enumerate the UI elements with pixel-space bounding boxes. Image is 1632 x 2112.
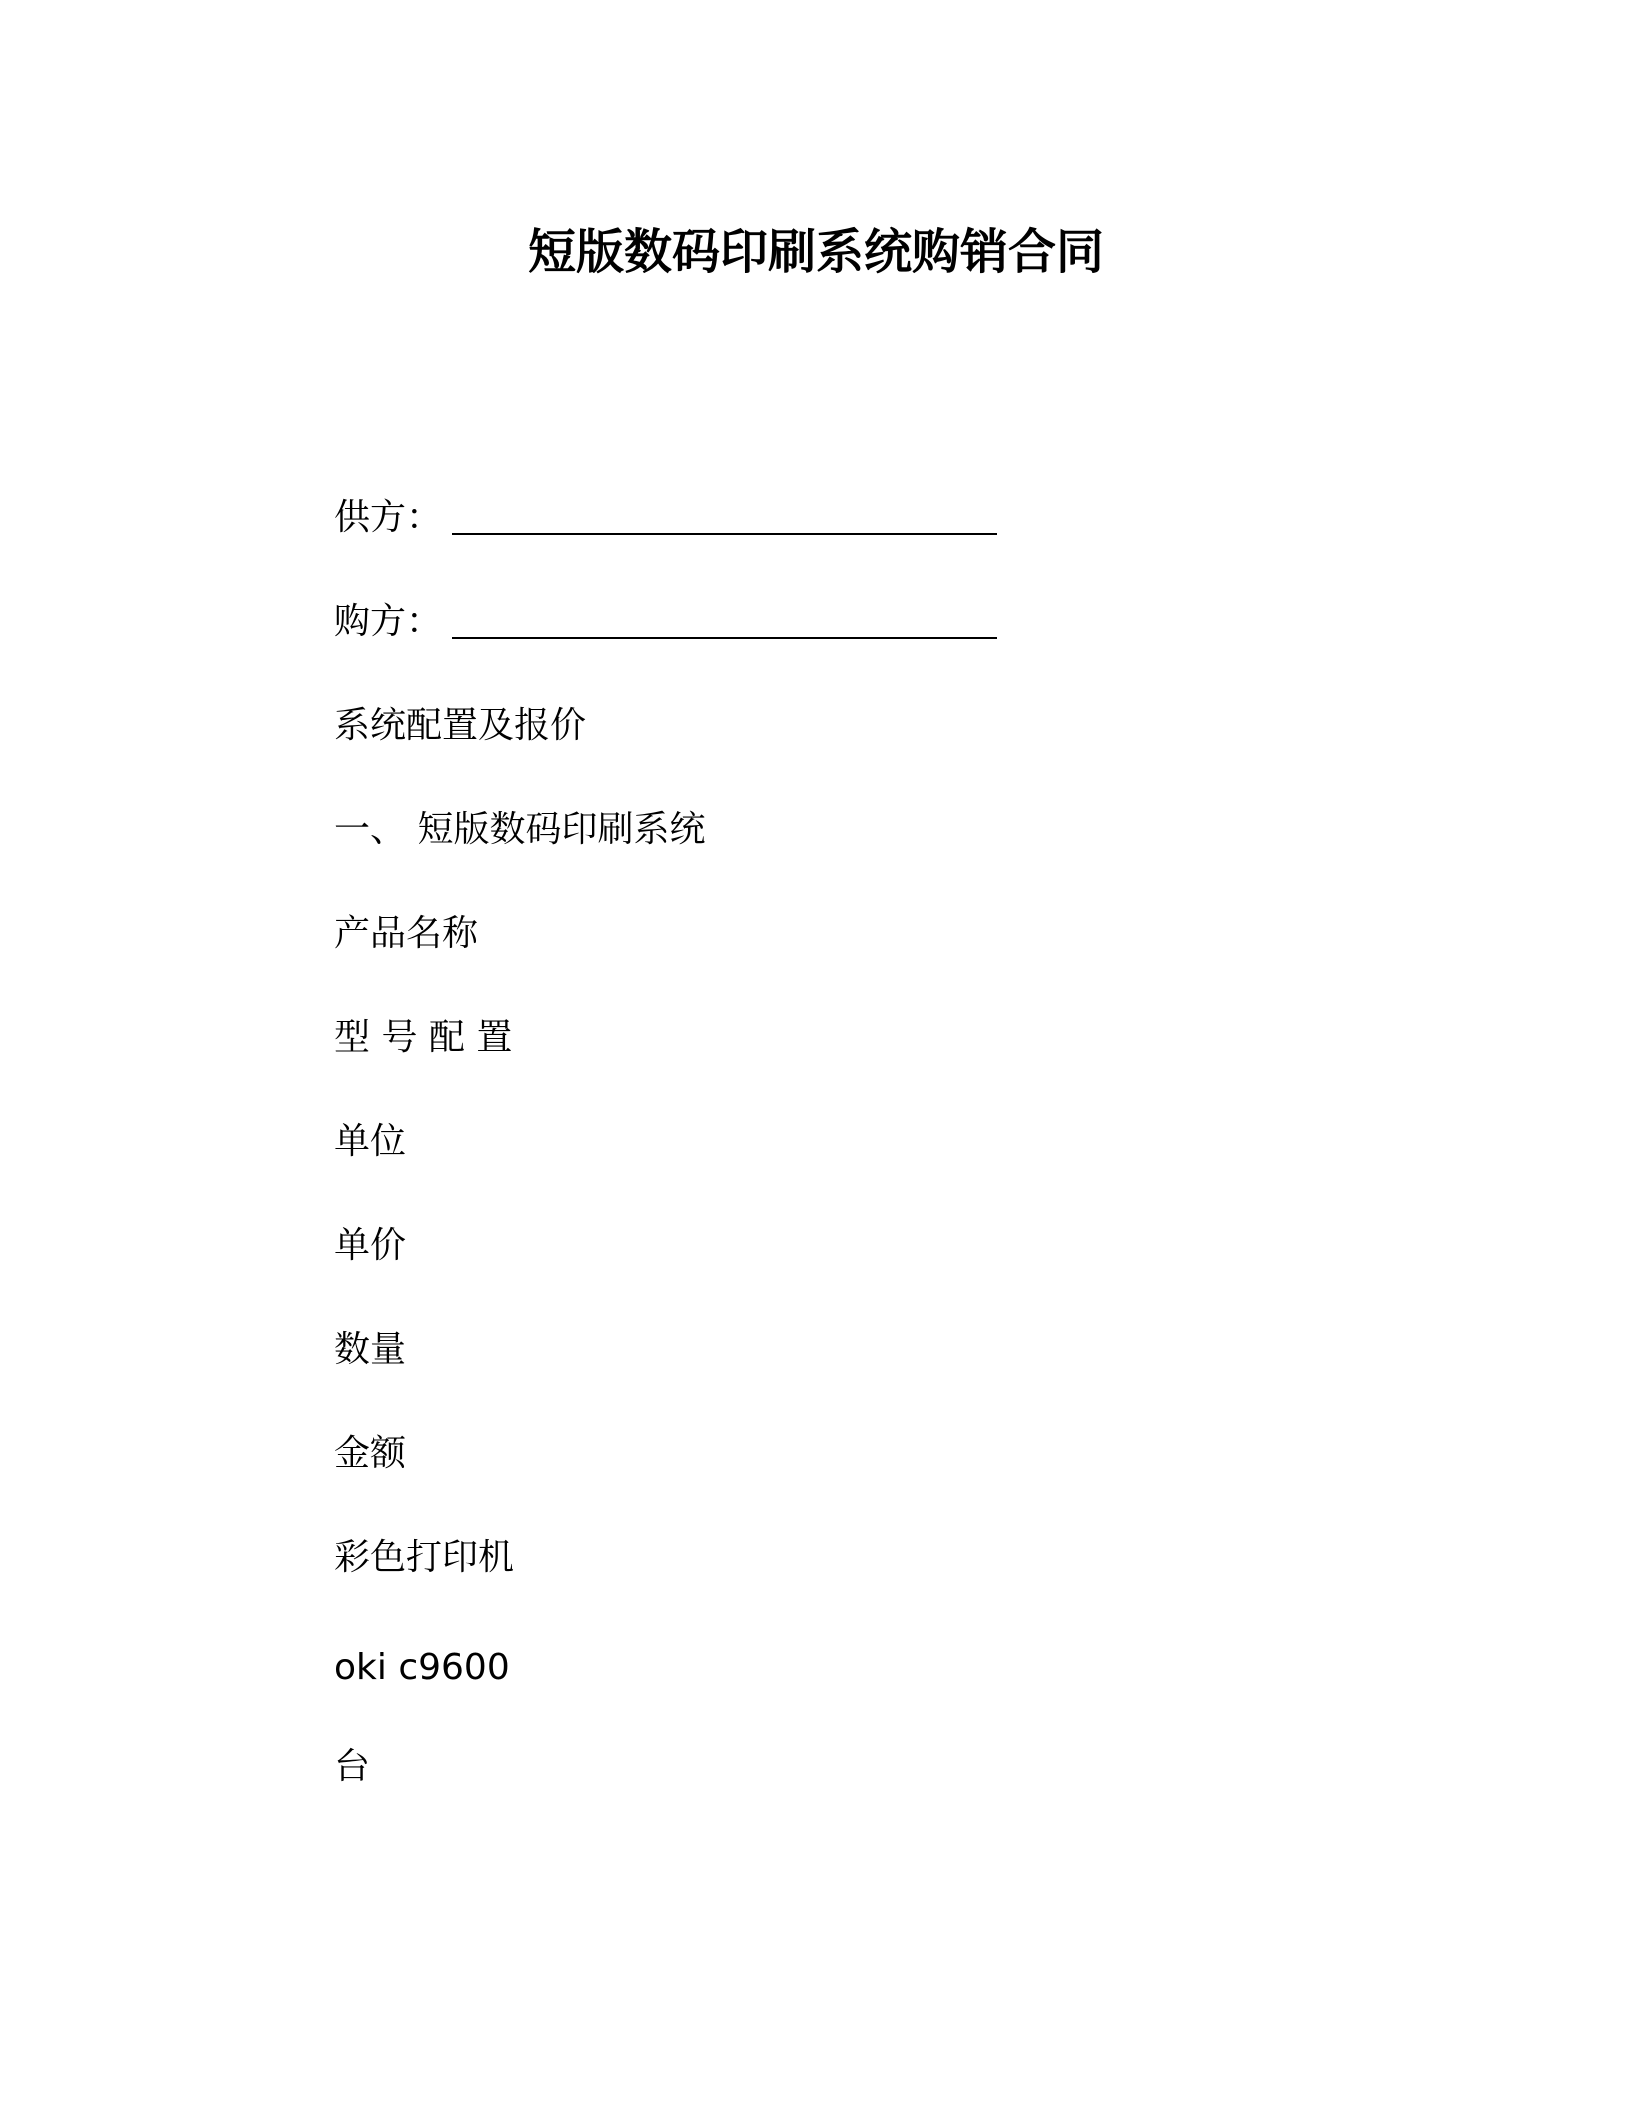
header-product-name: 产品名称 [334, 913, 479, 954]
header-unit: 单位 [334, 1121, 407, 1162]
buyer-blank-line [452, 597, 997, 639]
supplier-field [334, 493, 1434, 597]
row-unit: 台 [334, 1746, 371, 1787]
buyer-field [334, 597, 1434, 701]
header-amount: 金额 [334, 1433, 407, 1474]
row-product-name: 彩色打印机 [334, 1537, 515, 1578]
subsection-heading: 一、 短版数码印刷系统 [334, 809, 706, 850]
supplier-label: 供方： [334, 497, 443, 538]
row-model: oki c9600 [334, 1647, 510, 1688]
header-quantity: 数量 [334, 1329, 407, 1370]
buyer-label: 购方： [334, 601, 443, 642]
supplier-blank-line [452, 493, 997, 535]
header-unit-price: 单价 [334, 1225, 407, 1266]
section-heading: 系统配置及报价 [334, 705, 587, 746]
document-body [334, 493, 1434, 1846]
document-title: 短版数码印刷系统购销合同 [527, 224, 1104, 280]
header-model-config: 型 号 配 置 [334, 1017, 513, 1058]
